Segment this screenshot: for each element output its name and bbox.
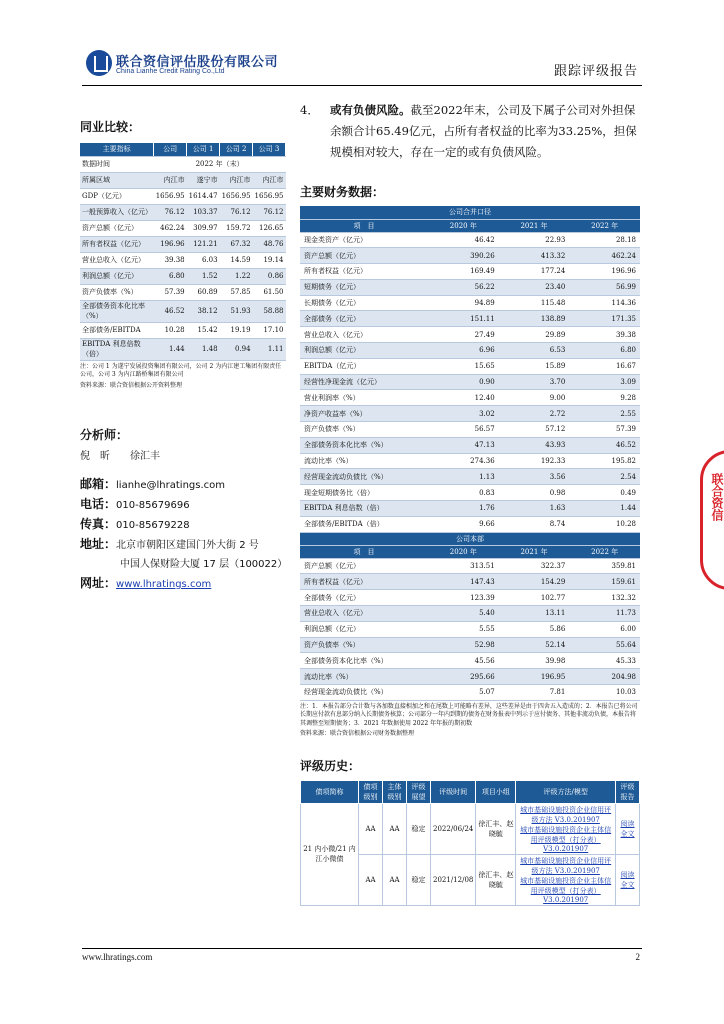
parent-row — [300, 590, 640, 606]
peer-row — [80, 220, 286, 236]
data-time-value: 2022 年（末） — [154, 156, 286, 172]
parent-row — [300, 637, 640, 653]
rating-history-title: 评级历史： — [300, 758, 361, 773]
fin-cell: 159.61 — [569, 574, 640, 590]
fin-cell: 45.56 — [428, 653, 499, 669]
rh-header: 债项级别 — [359, 780, 383, 803]
fin-cell: 5.40 — [428, 606, 499, 622]
fin-cell: 1.13 — [428, 469, 499, 485]
model-link[interactable]: 城市基础设施投资企业主体信用评级模型（打分表）V3.0.201907 — [520, 825, 612, 853]
risk-title: 或有负债风险。 — [330, 103, 411, 117]
fin-cell: 2.54 — [569, 469, 640, 485]
company-seal — [700, 450, 724, 590]
fin-cell: 3.70 — [499, 374, 570, 390]
fin-row-label: 全部债务（亿元） — [300, 590, 428, 606]
fin-row-label: 经营性净现金流（亿元） — [300, 374, 428, 390]
phone-value: 010-85679696 — [116, 500, 190, 511]
header-divider — [82, 85, 642, 86]
fin-cell: 39.98 — [499, 653, 570, 669]
fin-cell: 22.93 — [499, 232, 570, 248]
parent-row — [300, 606, 640, 622]
peer-cell: 15.42 — [187, 322, 220, 338]
consolidated-row — [300, 295, 640, 311]
fin-cell: 7.81 — [499, 685, 570, 701]
right-column — [300, 100, 640, 906]
fin-cell: 0.90 — [428, 374, 499, 390]
fin-cell: 192.33 — [499, 453, 570, 469]
fin-cell: 11.73 — [569, 606, 640, 622]
fin-cell: 57.12 — [499, 422, 570, 438]
fin-cell: 13.11 — [499, 606, 570, 622]
peer-cell: 1656.95 — [154, 188, 187, 204]
consolidated-row — [300, 437, 640, 453]
peer-cell: 76.12 — [220, 204, 253, 220]
peer-cell: 1656.95 — [220, 188, 253, 204]
fin-cell: 1.44 — [569, 501, 640, 517]
fin-cell: 274.36 — [428, 453, 499, 469]
website-label: 网址： — [80, 576, 117, 590]
fin-cell: 413.32 — [499, 248, 570, 264]
financial-note: 注：1．本报告部分合计数与各加数直接相加之和在尾数上可能略有差异，这些差异是由于四舍五入造成的；2．本报告已将公司长期应付款有息部分纳入长期债务核算；公司部分一年内到期的债务在财务报表中列示于应付债务、其他非流动负债，本报告将其调整至短期债务；3．2021 年数据使用 2022 年年报的期初数 — [300, 702, 638, 727]
fin-cell: 52.14 — [499, 637, 570, 653]
rh-header: 项目小组 — [476, 780, 516, 803]
peer-cell: 57.85 — [220, 284, 253, 300]
peer-cell: 6.03 — [187, 252, 220, 268]
peer-cell: 462.24 — [154, 220, 187, 236]
fin-row-label: 现金短期债务比（倍） — [300, 485, 428, 501]
fin-cell: 94.89 — [428, 295, 499, 311]
fin-cell: 15.65 — [428, 358, 499, 374]
fin-cell: 2.55 — [569, 406, 640, 422]
consolidated-row — [300, 469, 640, 485]
page-header — [82, 46, 642, 86]
fin-cell: 132.32 — [569, 590, 640, 606]
seal-text: 联合资信 — [710, 473, 724, 521]
peer-cell: 10.28 — [154, 322, 187, 338]
fin-row-label: 长期债务（亿元） — [300, 295, 428, 311]
company-name-en: China Lianhe Credit Rating Co.,Ltd — [116, 68, 225, 75]
fin-row-label: 全部债务/EBITDA（倍） — [300, 516, 428, 532]
peer-cell: 内江市 — [154, 172, 187, 188]
peer-header: 公司 2 — [220, 143, 253, 156]
bond-name: 21 内小微/21 内江小微债 — [301, 803, 359, 905]
fin-cell: 0.49 — [569, 485, 640, 501]
financial-data-title: 主要财务数据： — [300, 185, 385, 199]
fin-row-label: 营业利润率（%） — [300, 390, 428, 406]
parent-row — [300, 574, 640, 590]
fin-row-label: 所有者权益（亿元） — [300, 264, 428, 280]
fin-cell: 177.24 — [499, 264, 570, 280]
address-label: 地址： — [80, 537, 117, 551]
fin-cell: 147.43 — [428, 574, 499, 590]
peer-cell: 39.38 — [154, 252, 187, 268]
project-team: 徐汇丰、赵晓毓 — [476, 803, 516, 854]
fax-line — [80, 515, 286, 535]
peer-row — [80, 268, 286, 284]
project-team: 徐汇丰、赵晓毓 — [476, 854, 516, 905]
peer-header: 公司 3 — [253, 143, 286, 156]
peer-row-label: 利润总额（亿元） — [80, 268, 154, 284]
fin-cell: 43.93 — [499, 437, 570, 453]
fin-cell: 16.67 — [569, 358, 640, 374]
fin-cell: 55.64 — [569, 637, 640, 653]
email-line — [80, 475, 286, 495]
fin-cell: 3.09 — [569, 374, 640, 390]
fin-cell: 154.29 — [499, 574, 570, 590]
peer-row — [80, 338, 286, 360]
consolidated-title: 公司合并口径 — [300, 206, 640, 219]
fin-cell: 39.38 — [569, 327, 640, 343]
consolidated-row — [300, 279, 640, 295]
fin-col-header: 2022 年 — [569, 219, 640, 232]
peer-header: 公司 — [154, 143, 187, 156]
peer-cell: 14.59 — [220, 252, 253, 268]
consolidated-row — [300, 501, 640, 517]
consolidated-row — [300, 232, 640, 248]
fin-row-label: 全部债务资本化比率（%） — [300, 653, 428, 669]
peer-row — [80, 236, 286, 252]
fin-cell: 151.11 — [428, 311, 499, 327]
fin-cell: 8.74 — [499, 516, 570, 532]
parent-row — [300, 558, 640, 574]
peer-cell: 19.19 — [220, 322, 253, 338]
fin-cell: 196.95 — [499, 669, 570, 685]
fin-cell: 46.52 — [569, 437, 640, 453]
peer-cell: 121.21 — [187, 236, 220, 252]
fin-cell: 47.13 — [428, 437, 499, 453]
outlook: 稳定 — [407, 803, 431, 854]
peer-row — [80, 252, 286, 268]
fin-cell: 3.02 — [428, 406, 499, 422]
peer-cell: 内江市 — [253, 172, 286, 188]
parent-row — [300, 621, 640, 637]
consolidated-row — [300, 264, 640, 280]
fin-col-header: 项 目 — [300, 545, 428, 558]
peer-row-label: 全部债务/EBITDA — [80, 322, 154, 338]
rh-header: 评级方法/模型 — [516, 780, 616, 803]
address-line — [80, 535, 286, 555]
fin-row-label: 经营现金流动负债比（%） — [300, 469, 428, 485]
fin-cell: 10.03 — [569, 685, 640, 701]
phone-label: 电话： — [80, 497, 117, 511]
fin-row-label: 净资产收益率（%） — [300, 406, 428, 422]
fin-row-label: 全部债务资本化比率（%） — [300, 437, 428, 453]
report-cell — [616, 803, 640, 854]
method-cell — [516, 803, 616, 854]
fax-value: 010-85679228 — [116, 520, 190, 531]
peer-row-label: 资产负债率（%） — [80, 284, 154, 300]
consolidated-row — [300, 485, 640, 501]
fin-col-header: 2022 年 — [569, 545, 640, 558]
peer-row-label: EBITDA 利息倍数（倍） — [80, 338, 154, 360]
peer-cell: 309.97 — [187, 220, 220, 236]
fin-cell: 52.98 — [428, 637, 499, 653]
fin-cell: 5.07 — [428, 685, 499, 701]
peer-cell: 内江市 — [220, 172, 253, 188]
peer-cell: 76.12 — [154, 204, 187, 220]
peer-header: 主要指标 — [80, 143, 154, 156]
fin-cell: 462.24 — [569, 248, 640, 264]
fin-cell: 0.98 — [499, 485, 570, 501]
report-link[interactable]: 阅读全文 — [620, 819, 635, 838]
peer-row — [80, 188, 286, 204]
fin-cell: 9.00 — [499, 390, 570, 406]
fin-col-header: 2021 年 — [499, 219, 570, 232]
fin-cell: 9.66 — [428, 516, 499, 532]
fin-cell: 171.35 — [569, 311, 640, 327]
peer-cell: 1.52 — [187, 268, 220, 284]
fin-cell: 5.86 — [499, 621, 570, 637]
peer-cell: 0.94 — [220, 338, 253, 360]
peer-cell: 1.44 — [154, 338, 187, 360]
fin-col-header: 2020 年 — [428, 219, 499, 232]
fin-cell: 169.49 — [428, 264, 499, 280]
email-value: lianhe@lhratings.com — [116, 480, 226, 491]
phone-line — [80, 495, 286, 515]
left-column — [80, 118, 286, 594]
website-line — [80, 574, 286, 594]
peer-cell: 0.86 — [253, 268, 286, 284]
peer-cell: 58.88 — [253, 300, 286, 322]
report-link[interactable]: 阅读全文 — [620, 870, 635, 889]
parent-row — [300, 653, 640, 669]
method-link[interactable]: 城市基础设施投资企业信用评级方法 V3.0.201907 — [520, 856, 612, 875]
rh-header: 评级时间 — [431, 780, 476, 803]
peer-cell: 46.52 — [154, 300, 187, 322]
peer-row-label: 所有者权益（亿元） — [80, 236, 154, 252]
consolidated-row — [300, 390, 640, 406]
website-link[interactable]: www.lhratings.com — [116, 579, 212, 590]
fin-cell: 3.56 — [499, 469, 570, 485]
fin-cell: 10.28 — [569, 516, 640, 532]
fin-row-label: 经营现金流动负债比（%） — [300, 685, 428, 701]
peer-row — [80, 204, 286, 220]
peer-cell: 103.37 — [187, 204, 220, 220]
fin-cell: 56.57 — [428, 422, 499, 438]
rh-header: 主体级别 — [383, 780, 407, 803]
peer-cell: 1.22 — [220, 268, 253, 284]
fin-row-label: EBITDA 利息倍数（倍） — [300, 501, 428, 517]
footer-divider — [82, 948, 642, 949]
peer-cell: 17.10 — [253, 322, 286, 338]
peer-note: 注：公司 1 为遂宁发展投资集团有限公司，公司 2 为内江建工集团有限责任公司，公司 3 为内江路桥集团有限公司 — [80, 362, 282, 378]
peer-cell: 38.12 — [187, 300, 220, 322]
peer-row-label: 全部债务资本化比率（%） — [80, 300, 154, 322]
fin-row-label: 资产负债率（%） — [300, 422, 428, 438]
fin-cell: 196.96 — [569, 264, 640, 280]
analyst-section — [80, 426, 286, 594]
fin-cell: 295.66 — [428, 669, 499, 685]
peer-cell: 159.72 — [220, 220, 253, 236]
fin-cell: 27.49 — [428, 327, 499, 343]
fin-cell: 9.28 — [569, 390, 640, 406]
peer-row-label: 一般预算收入（亿元） — [80, 204, 154, 220]
fin-cell: 23.40 — [499, 279, 570, 295]
page-number: 2 — [635, 952, 640, 962]
fin-col-header: 2020 年 — [428, 545, 499, 558]
consolidated-row — [300, 453, 640, 469]
fax-label: 传真： — [80, 517, 117, 531]
fin-cell: 313.51 — [428, 558, 499, 574]
peer-cell: 1656.95 — [253, 188, 286, 204]
report-cell — [616, 854, 640, 905]
address-value-2: 中国人保财险大厦 17 层（100022） — [120, 559, 288, 570]
peer-row — [80, 172, 286, 188]
analyst-title: 分析师： — [80, 428, 129, 442]
parent-title: 公司本部 — [300, 532, 640, 545]
fin-row-label: 资产总额（亿元） — [300, 558, 428, 574]
address-value-1: 北京市朝阳区建国门外大街 2 号 — [116, 540, 259, 551]
fin-row-label: 所有者权益（亿元） — [300, 574, 428, 590]
fin-row-label: 资产总额（亿元） — [300, 248, 428, 264]
peer-source: 资料来源：联合资信根据公开资料整理 — [80, 381, 183, 389]
fin-cell: 102.77 — [499, 590, 570, 606]
fin-cell: 6.96 — [428, 343, 499, 359]
method-cell — [516, 854, 616, 905]
risk-text: 截至2022年末，公司及下属子公司对外担保余额合计65.49亿元，占所有者权益的比率为33.25%，担保规模相对较大，存在一定的或有负债风险。 — [330, 103, 637, 159]
parent-row — [300, 685, 640, 701]
rh-header: 债项简称 — [301, 780, 359, 803]
peer-title: 同业比较： — [80, 120, 141, 134]
contingent-liability-paragraph — [300, 100, 640, 163]
peer-cell: 19.14 — [253, 252, 286, 268]
analyst-names: 倪 昕 徐汇丰 — [80, 451, 160, 462]
fin-cell: 46.42 — [428, 232, 499, 248]
peer-cell: 196.96 — [154, 236, 187, 252]
fin-cell: 2.72 — [499, 406, 570, 422]
fin-cell: 15.89 — [499, 358, 570, 374]
peer-cell: 48.76 — [253, 236, 286, 252]
fin-row-label: 全部债务（亿元） — [300, 311, 428, 327]
peer-cell: 6.80 — [154, 268, 187, 284]
risk-number: 4． — [300, 103, 319, 117]
peer-cell: 57.39 — [154, 284, 187, 300]
consolidated-row — [300, 516, 640, 532]
fin-cell: 322.37 — [499, 558, 570, 574]
outlook: 稳定 — [407, 854, 431, 905]
fin-cell: 57.39 — [569, 422, 640, 438]
fin-cell: 195.82 — [569, 453, 640, 469]
fin-cell: 0.83 — [428, 485, 499, 501]
model-link[interactable]: 城市基础设施投资企业主体信用评级模型（打分表）V3.0.201907 — [520, 876, 612, 904]
peer-cell: 51.93 — [220, 300, 253, 322]
fin-cell: 45.33 — [569, 653, 640, 669]
email-label: 邮箱： — [80, 477, 117, 491]
peer-row-label: GDP（亿元） — [80, 188, 154, 204]
fin-row-label: 营业总收入（亿元） — [300, 606, 428, 622]
rh-header: 评级展望 — [407, 780, 431, 803]
peer-row — [80, 322, 286, 338]
fin-cell: 6.00 — [569, 621, 640, 637]
consolidated-row — [300, 374, 640, 390]
peer-cell: 61.50 — [253, 284, 286, 300]
company-name-cn: 联合资信评估股份有限公司 — [116, 55, 279, 70]
fin-row-label: 流动比率（%） — [300, 669, 428, 685]
footer-website: www.lhratings.com — [82, 952, 153, 962]
peer-header: 公司 1 — [187, 143, 220, 156]
rating-history-table — [300, 780, 640, 906]
consolidated-row — [300, 327, 640, 343]
fin-row-label: 利润总额（亿元） — [300, 621, 428, 637]
fin-row-label: 短期债务（亿元） — [300, 279, 428, 295]
peer-cell: 76.12 — [253, 204, 286, 220]
data-time-label: 数据时间 — [80, 156, 154, 172]
fin-row-label: 利润总额（亿元） — [300, 343, 428, 359]
rh-header: 评级报告 — [616, 780, 640, 803]
fin-cell: 123.39 — [428, 590, 499, 606]
fin-cell: 114.36 — [569, 295, 640, 311]
entity-level: AA — [383, 803, 407, 854]
peer-cell: 1.11 — [253, 338, 286, 360]
entity-level: AA — [383, 854, 407, 905]
fin-cell: 29.89 — [499, 327, 570, 343]
fin-row-label: 营业总收入（亿元） — [300, 327, 428, 343]
peer-row — [80, 284, 286, 300]
parent-row — [300, 669, 640, 685]
fin-row-label: EBITDA（亿元） — [300, 358, 428, 374]
fin-cell: 12.40 — [428, 390, 499, 406]
peer-cell: 1614.47 — [187, 188, 220, 204]
peer-row-label: 营业总收入（亿元） — [80, 252, 154, 268]
consolidated-row — [300, 358, 640, 374]
company-logo-icon — [86, 50, 112, 76]
peer-cell: 67.32 — [220, 236, 253, 252]
fin-row-label: 流动比率（%） — [300, 453, 428, 469]
report-type: 跟踪评级报告 — [553, 64, 638, 79]
fin-cell: 115.48 — [499, 295, 570, 311]
fin-cell: 56.99 — [569, 279, 640, 295]
peer-cell: 1.48 — [187, 338, 220, 360]
fin-cell: 359.81 — [569, 558, 640, 574]
fin-cell: 1.63 — [499, 501, 570, 517]
peer-row-label: 所属区域 — [80, 172, 154, 188]
consolidated-row — [300, 406, 640, 422]
fin-cell: 28.18 — [569, 232, 640, 248]
peer-cell: 遂宁市 — [187, 172, 220, 188]
peer-cell: 60.89 — [187, 284, 220, 300]
fin-cell: 56.22 — [428, 279, 499, 295]
fin-cell: 390.26 — [428, 248, 499, 264]
financial-table — [300, 206, 640, 701]
fin-cell: 6.80 — [569, 343, 640, 359]
fin-col-header: 项 目 — [300, 219, 428, 232]
rating-date: 2021/12/08 — [431, 854, 476, 905]
rating-date: 2022/06/24 — [431, 803, 476, 854]
consolidated-row — [300, 248, 640, 264]
peer-row-label: 资产总额（亿元） — [80, 220, 154, 236]
fin-row-label: 资产负债率（%） — [300, 637, 428, 653]
bond-level: AA — [359, 803, 383, 854]
peer-cell: 126.65 — [253, 220, 286, 236]
peer-row — [80, 300, 286, 322]
fin-cell: 204.98 — [569, 669, 640, 685]
consolidated-row — [300, 422, 640, 438]
fin-cell: 138.89 — [499, 311, 570, 327]
fin-col-header: 2021 年 — [499, 545, 570, 558]
financial-source: 资料来源：联合资信根据公司财务数据整理 — [300, 730, 415, 738]
bond-level: AA — [359, 854, 383, 905]
fin-row-label: 现金类资产（亿元） — [300, 232, 428, 248]
consolidated-row — [300, 311, 640, 327]
fin-cell: 1.76 — [428, 501, 499, 517]
fin-cell: 5.55 — [428, 621, 499, 637]
method-link[interactable]: 城市基础设施投资企业信用评级方法 V3.0.201907 — [520, 805, 612, 824]
peer-table — [80, 143, 286, 361]
fin-cell: 6.53 — [499, 343, 570, 359]
consolidated-row — [300, 343, 640, 359]
